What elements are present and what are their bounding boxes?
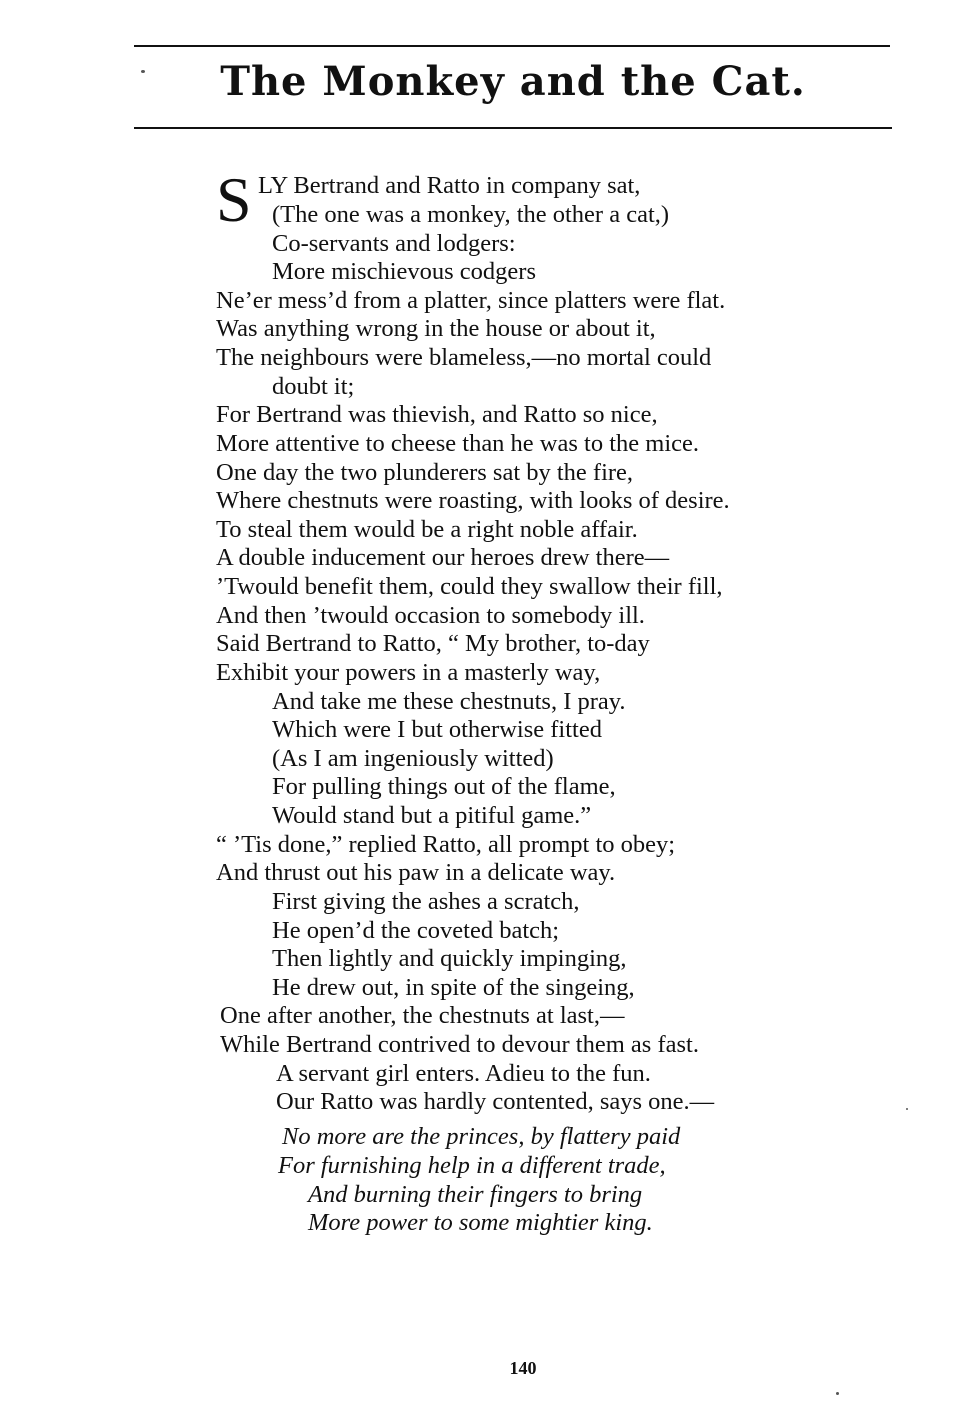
poem-line: Said Bertrand to Ratto, “ My brother, to-day <box>216 630 650 657</box>
poem-line: And then ’twould occasion to somebody ill. <box>216 602 645 629</box>
poem-line: More attentive to cheese than he was to the mice. <box>216 430 700 457</box>
page-number: 140 <box>509 1358 537 1378</box>
poem-line: And take me these chestnuts, I pray. <box>272 688 626 715</box>
poem-line: A double inducement our heroes drew there— <box>216 544 670 571</box>
poem-line: For Bertrand was thievish, and Ratto so nice, <box>216 401 658 428</box>
moral-line: For furnishing help in a different trade, <box>278 1152 666 1179</box>
poem-line: The neighbours were blameless,—no mortal could <box>216 344 712 371</box>
moral-line: And burning their fingers to bring <box>308 1181 643 1208</box>
poem-line-1: LY Bertrand and Ratto in company sat, <box>258 172 641 199</box>
print-speck <box>141 70 145 73</box>
poem-line: More mischievous codgers <box>272 258 536 285</box>
poem-line: He drew out, in spite of the singeing, <box>272 974 635 1001</box>
poem-line: Co-servants and lodgers: <box>272 230 516 257</box>
poem-line: “ ’Tis done,” replied Ratto, all prompt to obey; <box>216 831 676 858</box>
poem-line: Which were I but otherwise fitted <box>272 716 602 743</box>
moral-line: More power to some mightier king. <box>308 1209 653 1236</box>
page-title: The Monkey and the Cat. <box>220 58 806 105</box>
poem-line: Our Ratto was hardly contented, says one.— <box>276 1088 715 1115</box>
drop-cap: S <box>216 164 252 235</box>
print-speck <box>836 1392 839 1395</box>
poem-line: Where chestnuts were roasting, with looks of desire. <box>216 487 730 514</box>
poem-line: ’Twould benefit them, could they swallow their fill, <box>216 573 723 600</box>
poem-line: Ne’er mess’d from a platter, since platters were flat. <box>216 287 726 314</box>
poem-line: Then lightly and quickly impinging, <box>272 945 627 972</box>
print-speck <box>906 1108 908 1110</box>
moral-line: No more are the princes, by flattery paid <box>282 1123 681 1150</box>
poem-line: He open’d the coveted batch; <box>272 917 560 944</box>
poem-line: One after another, the chestnuts at last,— <box>220 1002 625 1029</box>
poem-line: (As I am ingeniously witted) <box>272 745 554 772</box>
poem-line: Exhibit your powers in a masterly way, <box>216 659 601 686</box>
poem-line: And thrust out his paw in a delicate way. <box>216 859 616 886</box>
poem-line: (The one was a monkey, the other a cat,) <box>272 201 670 228</box>
poem-line: doubt it; <box>272 373 355 400</box>
poem-line: Was anything wrong in the house or about it, <box>216 315 656 342</box>
poem-line: For pulling things out of the flame, <box>272 773 616 800</box>
poem-line: First giving the ashes a scratch, <box>272 888 580 915</box>
poem-line: One day the two plunderers sat by the fire, <box>216 459 634 486</box>
poem-line: While Bertrand contrived to devour them as fast. <box>220 1031 699 1058</box>
poem-line: To steal them would be a right noble affair. <box>216 516 638 543</box>
poem-line: Would stand but a pitiful game.” <box>272 802 592 829</box>
poem-line: A servant girl enters. Adieu to the fun. <box>276 1060 651 1087</box>
